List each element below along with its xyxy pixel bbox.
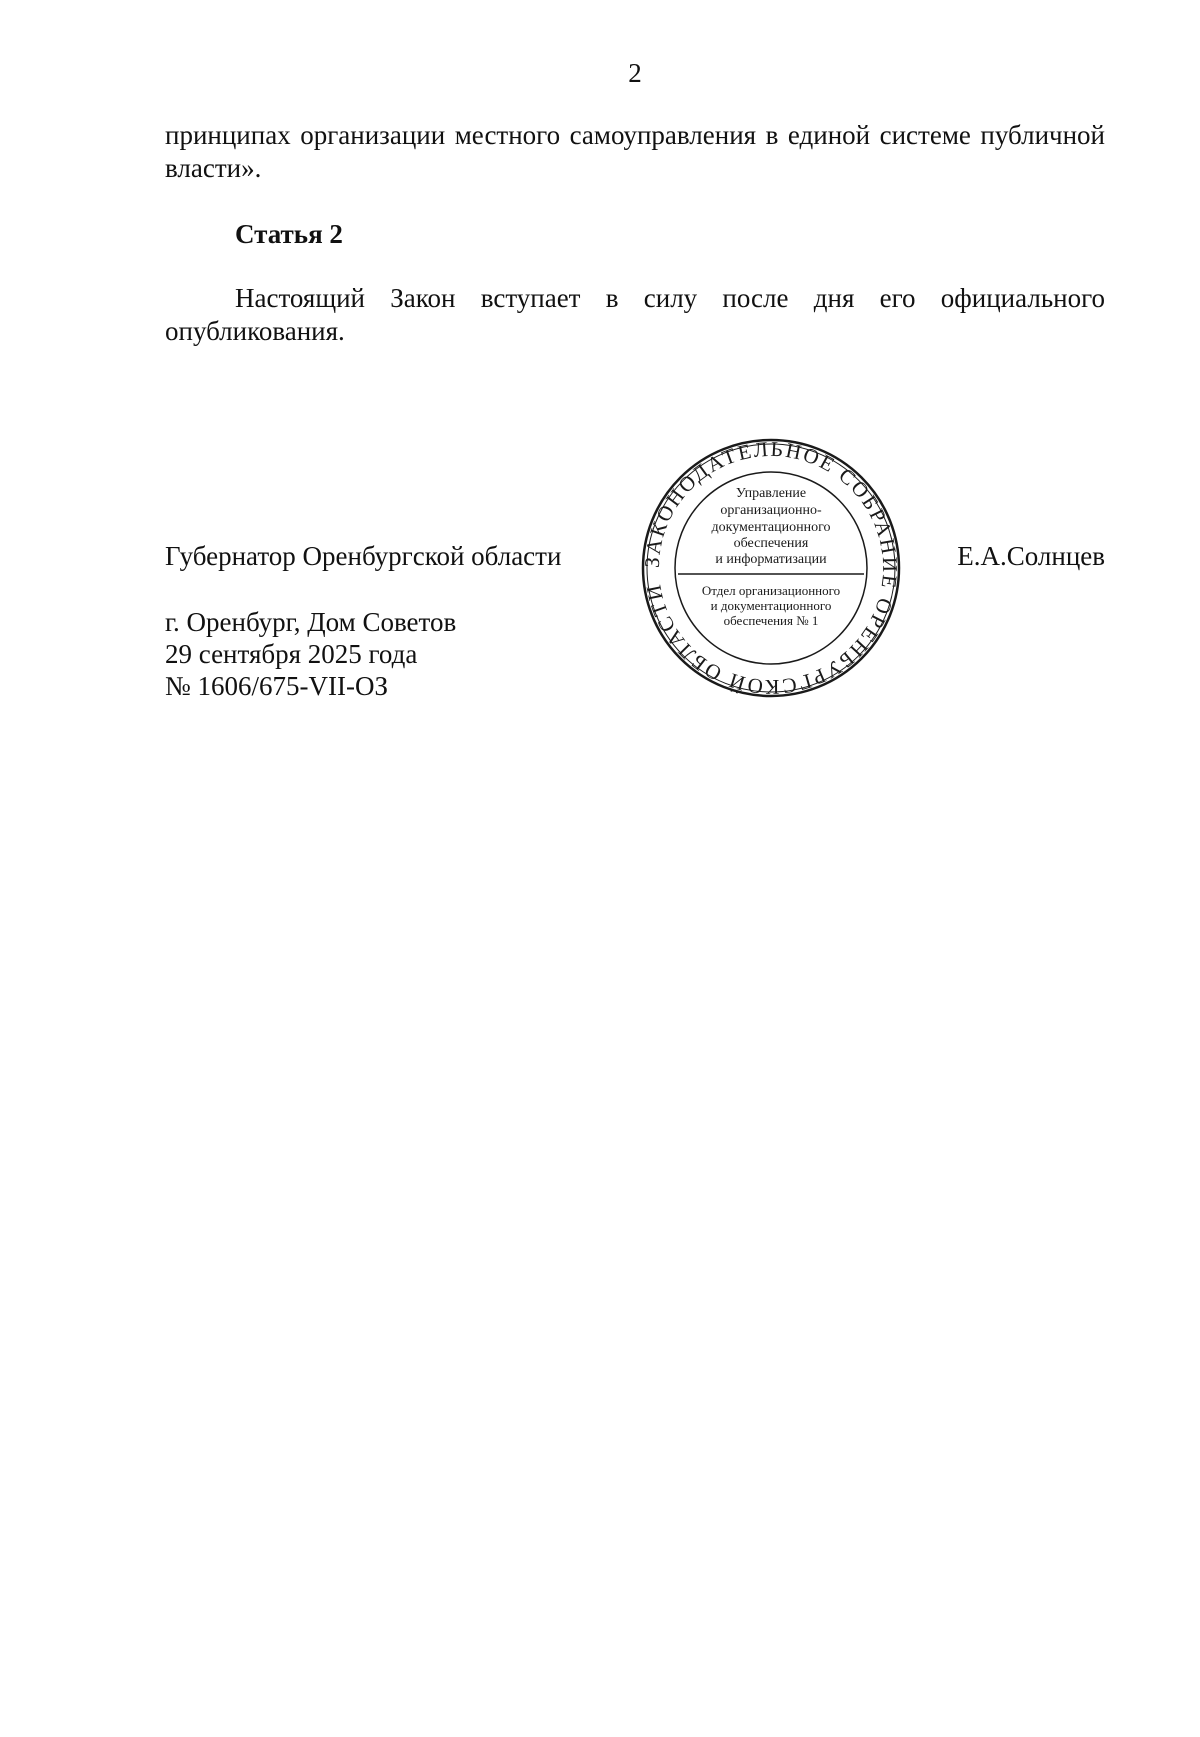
stamp-inner-line: Управление: [735, 486, 807, 501]
stamp-inner-line: обеспечения: [733, 536, 809, 551]
stamp-inner-line: и информатизации: [715, 552, 827, 567]
stamp-outer-text: ЗАКОНОДАТЕЛЬНОЕ СОБРАНИЕ ОРЕНБУРГСКОЙ ОБЛАСТИ: [640, 437, 902, 699]
place-date-block: [165, 606, 456, 702]
stamp-department-line: обеспечения № 1: [723, 613, 819, 628]
official-stamp-seal: [640, 437, 902, 699]
law-number: № 1606/675-VII-ОЗ: [165, 671, 389, 701]
stamp-inner-line: документационного: [711, 520, 831, 535]
signing-date: 29 сентября 2025 года: [165, 639, 418, 669]
signatory-title: Губернатор Оренбургской области: [165, 541, 562, 571]
continued-paragraph: принципах организации местного самоуправления в единой системе публичной власти».: [165, 120, 1105, 183]
article-heading: Статья 2: [235, 219, 343, 249]
article-text: Настоящий Закон вступает в силу после дня его официального опубликования.: [165, 283, 1105, 346]
place-location: г. Оренбург, Дом Советов: [165, 607, 457, 637]
stamp-department-line: Отдел организационного: [701, 583, 841, 598]
stamp-department-line: и документационного: [710, 598, 832, 613]
page-number: 2: [628, 58, 642, 88]
signatory-name: Е.А.Солнцев: [957, 541, 1105, 571]
svg-text:ЗАКОНОДАТЕЛЬНОЕ СОБРАНИЕ ОРЕНБ: [640, 437, 902, 699]
stamp-inner-line: организационно-: [720, 503, 822, 518]
